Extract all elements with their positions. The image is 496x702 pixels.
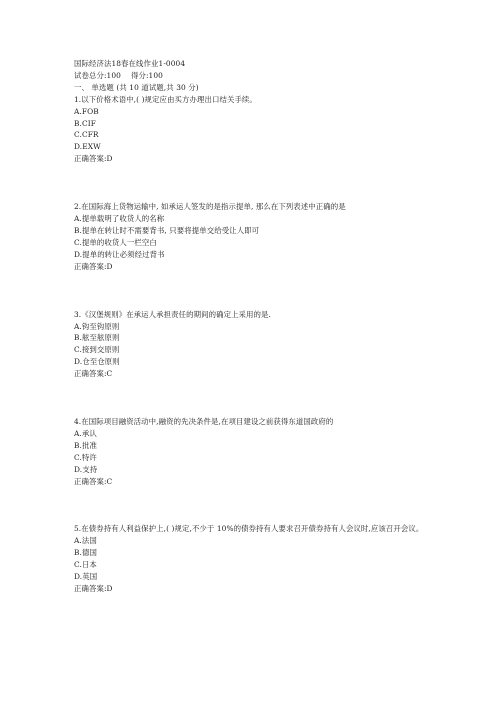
question-stem: 2.在国际海上货物运输中, 如承运人签发的是指示提单, 那么在下列表述中正确的是 bbox=[74, 202, 346, 212]
question-stem: 4.在国际项目融资活动中,融资的先决条件是,在项目建设之前获得东道国政府的 bbox=[74, 417, 334, 427]
option-c: C.提单的收货人一栏空白 bbox=[74, 237, 157, 247]
option-c: C.CFR bbox=[74, 130, 99, 140]
option-b: B.舷至舷原则 bbox=[74, 333, 120, 343]
spacer bbox=[74, 380, 474, 416]
option-a: A.承认 bbox=[74, 428, 97, 438]
question-block bbox=[74, 416, 474, 487]
option-c: C.特许 bbox=[74, 452, 97, 462]
question-stem: 3.《汉堡规则》在承运人承担责任的期间的确定上采用的是. bbox=[74, 309, 271, 319]
spacer bbox=[74, 273, 474, 309]
option-d: D.英国 bbox=[74, 572, 98, 582]
option-b: B.提单在转让时不需要背书, 只要将提单交给受让人即可 bbox=[74, 225, 260, 235]
earned-score: 得分:100 bbox=[130, 70, 163, 80]
spacer bbox=[74, 165, 474, 201]
question-block bbox=[74, 94, 474, 165]
option-b: B.德国 bbox=[74, 548, 97, 558]
option-d: D.提单的转让必须经过背书 bbox=[74, 249, 165, 259]
option-d: D.仓至仓原则 bbox=[74, 357, 120, 367]
option-c: C.日本 bbox=[74, 560, 97, 570]
correct-answer: 正确答案:C bbox=[74, 369, 113, 379]
correct-answer: 正确答案:D bbox=[74, 261, 113, 271]
question-stem: 5.在债券持有人利益保护上,( )规定,不少于 10%的债券持有人要求召开债券持有人会议时,应该召开会议。 bbox=[74, 524, 424, 534]
option-a: A.法国 bbox=[74, 536, 97, 546]
document-title: 国际经济法18春在线作业1-0004 bbox=[74, 59, 186, 68]
option-a: A.FOB bbox=[74, 106, 99, 116]
option-d: D.EXW bbox=[74, 142, 101, 152]
option-d: D.支持 bbox=[74, 464, 98, 474]
total-score: 试卷总分:100 bbox=[74, 70, 121, 80]
correct-answer: 正确答案:D bbox=[74, 584, 113, 593]
option-a: A.提单载明了收货人的名称 bbox=[74, 214, 165, 224]
document-page bbox=[74, 58, 474, 595]
option-c: C.接到交原则 bbox=[74, 345, 120, 355]
question-stem: 1.以下价格术语中,( )规定应由买方办理出口结关手续。 bbox=[74, 94, 257, 104]
correct-answer: 正确答案:C bbox=[74, 476, 113, 486]
question-block bbox=[74, 201, 474, 272]
score-row bbox=[74, 70, 474, 82]
option-b: B.批准 bbox=[74, 440, 97, 450]
option-b: B.CIF bbox=[74, 118, 96, 128]
question-block bbox=[74, 523, 474, 594]
option-a: A.钩至钩原则 bbox=[74, 321, 120, 331]
section-heading: 一、 单选题 (共 10 道试题,共 30 分) bbox=[74, 82, 199, 92]
correct-answer: 正确答案:D bbox=[74, 154, 113, 164]
question-block bbox=[74, 309, 474, 380]
spacer bbox=[74, 487, 474, 523]
